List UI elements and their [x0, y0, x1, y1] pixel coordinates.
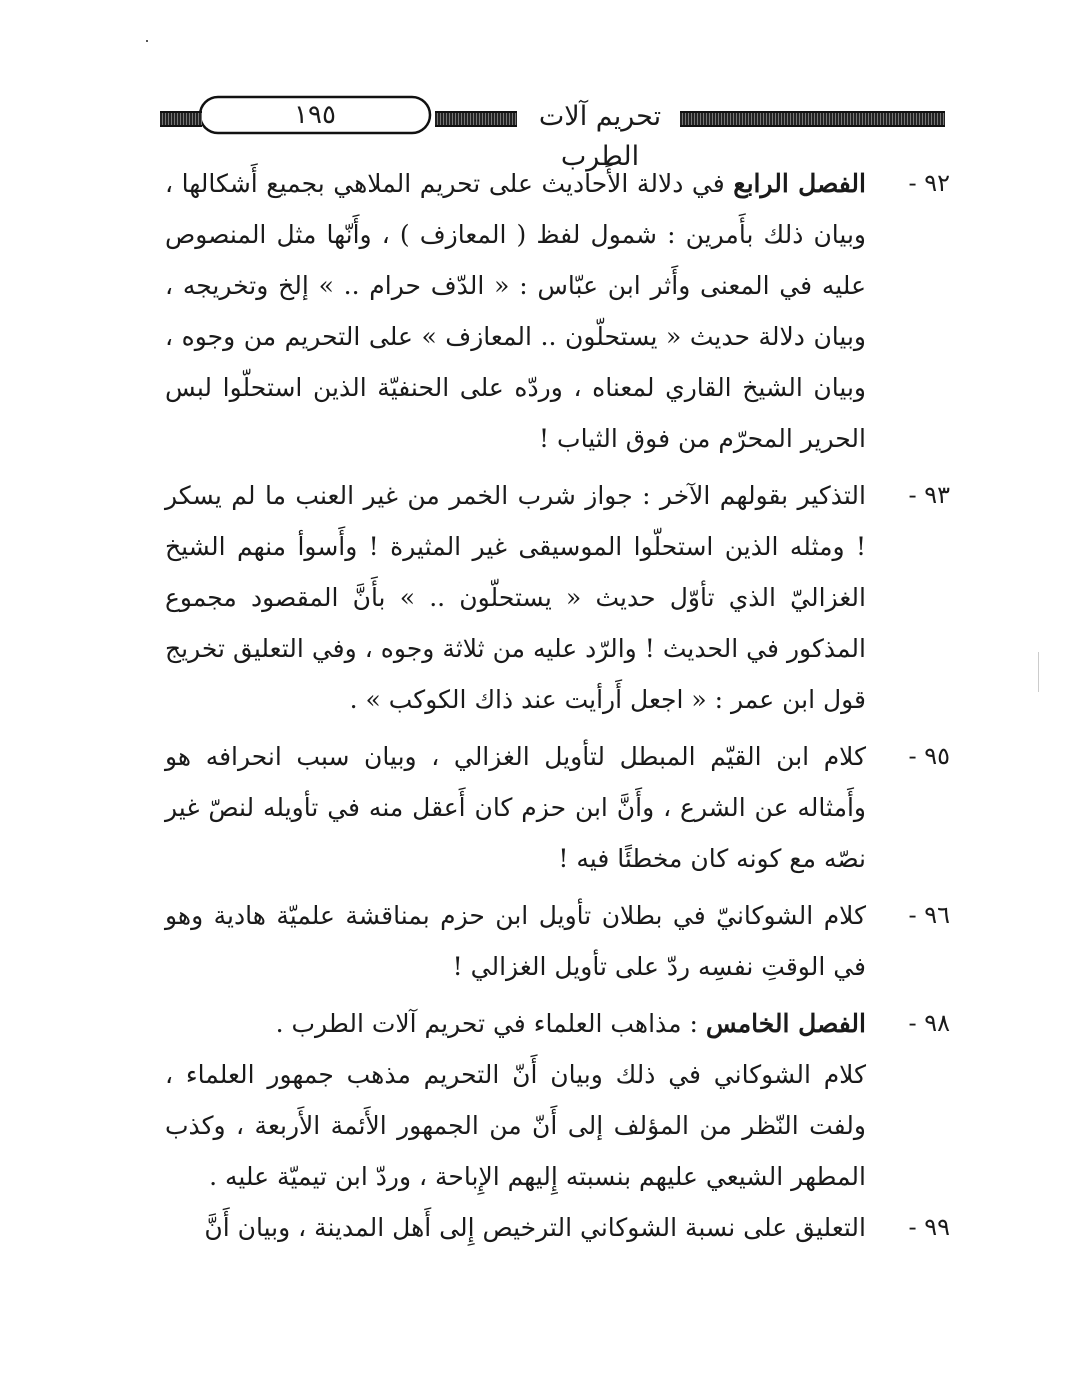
scan-speck [146, 40, 148, 42]
entry-99 [165, 1202, 950, 1253]
entry-number: ٩٣ - [908, 481, 950, 509]
entry-text [165, 998, 866, 1049]
entry-number: ٩٢ - [908, 169, 950, 197]
header-rule-left [160, 111, 202, 127]
entry-body: كلام ابن القيّم المبطل لتأويل الغزالي ، وبيان سبب انحرافه هو وأَمثاله عن الشرع ، وأَنَّ ابن حزم كان أَعقل منه في تأويله لنصّ غير نصّه مع كونه كان مخطئًا فيه ! [165, 742, 866, 873]
entry-body: التذكير بقولهم الآخر : جواز شرب الخمر من غير العنب ما لم يسكر ! ومثله الذين استحلّوا الموسيقى غير المثيرة ! وأَسوأ منهم الشيخ الغزاليّ الذي تأوّل حديث « يستحلّون .. » بأَنَّ المقصود مجموع المذكور في الحديث ! والرّد عليه من ثلاثة وجوه ، وفي التعليق تخريج قول ابن عمر : « اجعل أَرأيت عند ذاك الكوكب » . [165, 481, 866, 714]
entry-98 [165, 998, 950, 1049]
header-rule-right [680, 111, 945, 127]
chapter-heading: الفصل الرابع [733, 169, 866, 198]
entry-text [165, 1202, 866, 1253]
scan-mark [1038, 652, 1039, 692]
page-number-badge [196, 95, 434, 135]
index-content [165, 158, 950, 1259]
entry-number: ٩٨ - [908, 1009, 950, 1037]
entry-body: : مذاهب العلماء في تحريم آلات الطرب . [275, 1009, 698, 1038]
page-header [160, 95, 945, 172]
entry-text [165, 890, 866, 992]
entry-body: كلام الشوكانيّ في بطلان تأويل ابن حزم بمناقشة علميّة هادية وهو في الوقتِ نفسِه ردّ على تأويل الغزالي ! [165, 901, 866, 981]
entry-92 [165, 158, 950, 464]
chapter-heading: الفصل الخامس [705, 1009, 866, 1038]
entry-body: في دلالة الأَحاديث على تحريم الملاهي بجميع أَشكالها ، وبيان ذلك بأَمرين : شمول لفظ ( المعازف ) ، وأَنّها مثل المنصوص عليه في المعنى وأَثر ابن عبّاس : « الدّف حرام .. » إلخ وتخريجه ، وبيان دلالة حديث « يستحلّون .. المعازف » على التحريم من وجوه ، وبيان الشيخ القاري لمعناه ، وردّه على الحنفيّة الذين استحلّوا لبس الحرير المحرّم من فوق الثياب ! [165, 169, 866, 453]
entry-number: ٩٦ - [908, 901, 950, 929]
entry-number: ٩٩ - [908, 1213, 950, 1241]
entry-body: التعليق على نسبة الشوكاني الترخيص إِلى أَهل المدينة ، وبيان أَنَّ [204, 1213, 866, 1242]
page-number: ١٩٥ [294, 100, 336, 130]
entry-text [165, 731, 866, 884]
header-rule-middle [435, 111, 517, 127]
entry-text [165, 158, 866, 464]
entry-98-continuation: كلام الشوكاني في ذلك وبيان أَنّ التحريم مذهب جمهور العلماء ، ولفت النّظر من المؤلف إلى أَنّ من الجمهور الأَئمة الأَربعة ، وكذب المطهر الشيعي عليهم بنسبته إِليهم الإِباحة ، وردّ ابن تيميّة عليه . [165, 1060, 866, 1191]
entry-number: ٩٥ - [908, 742, 950, 770]
entry-95 [165, 731, 950, 884]
entry-96 [165, 890, 950, 992]
running-title: تحريم آلات الطرب [538, 101, 662, 172]
entry-93 [165, 470, 950, 725]
entry-text [165, 470, 866, 725]
